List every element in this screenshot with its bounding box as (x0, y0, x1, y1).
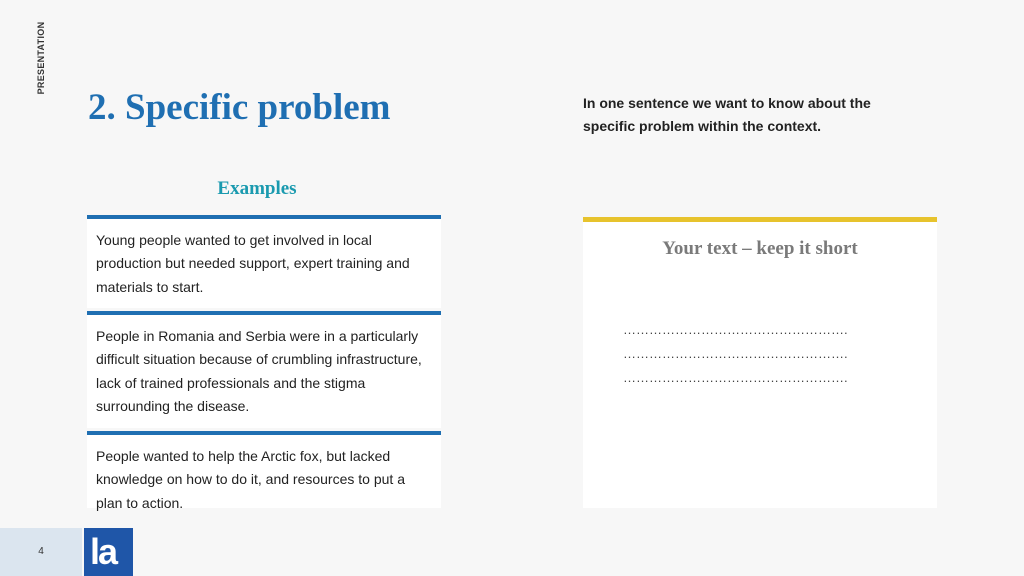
page-number-box (0, 528, 82, 576)
example-text: People in Romania and Serbia were in a particularly difficult situation because of crumbling infrastructure, lack of trained professionals and the stigma surrounding the disease. (96, 328, 422, 414)
page-number: 4 (38, 546, 44, 557)
logo-text: la (90, 531, 117, 572)
placeholder-line[interactable]: ……………………………………………. (623, 346, 848, 361)
side-label-text: PRESENTATION (36, 21, 46, 95)
examples-heading: Examples (217, 178, 297, 199)
intro-text: In one sentence we want to know about the specific problem within the context. (583, 95, 871, 134)
example-card-3 (87, 431, 441, 511)
example-text: People wanted to help the Arctic fox, but lacked knowledge on how to do it, and resources to put a plan to action. (96, 448, 405, 511)
placeholder-line[interactable]: ……………………………………………. (623, 370, 848, 385)
page-title: 2. Specific problem (88, 87, 391, 128)
side-label (26, 20, 56, 96)
example-card-2 (87, 311, 441, 428)
your-text-box[interactable] (583, 217, 937, 508)
logo (84, 528, 133, 576)
text-box-heading: Your text – keep it short (662, 238, 858, 259)
example-text: Young people wanted to get involved in local production but needed support, expert training and materials to start. (96, 232, 410, 295)
example-card-1 (87, 215, 441, 308)
placeholder-line[interactable]: ……………………………………………. (623, 322, 848, 337)
